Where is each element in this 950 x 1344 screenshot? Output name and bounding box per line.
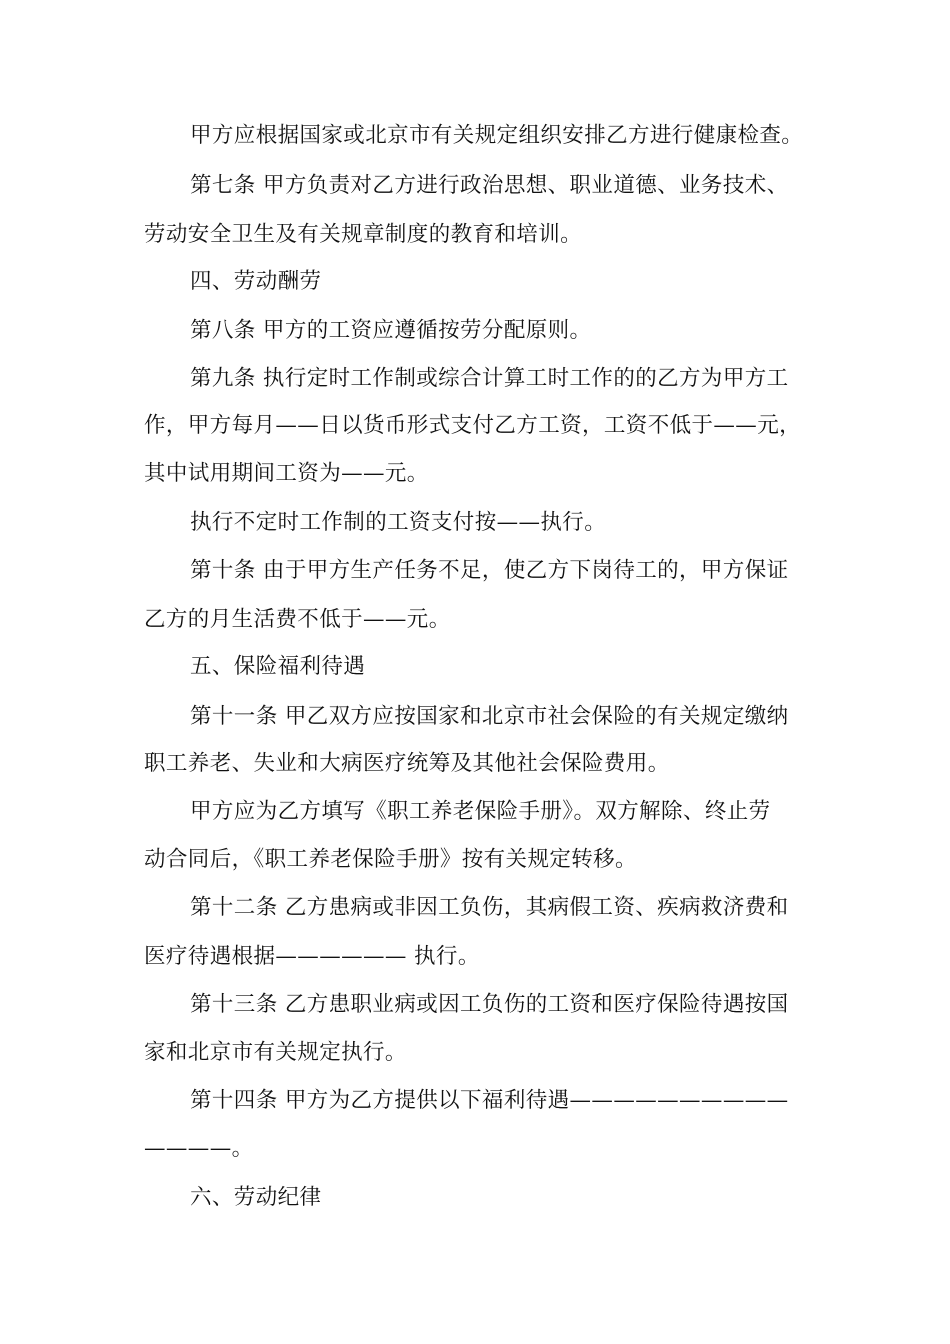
paragraph-line: 动合同后，《职工养老保险手册》按有关规定转移。 [144,847,637,872]
section-heading: 五、保险福利待遇 [190,654,366,679]
paragraph-line: 第八条 甲方的工资应遵循按劳分配原则。 [190,318,592,343]
paragraph-line: 劳动安全卫生及有关规章制度的教育和培训。 [144,222,583,247]
paragraph-line: ————。 [144,1136,254,1161]
paragraph-line: 执行不定时工作制的工资支付按——执行。 [190,510,607,535]
paragraph-line: 家和北京市有关规定执行。 [144,1040,407,1065]
paragraph-line: 乙方的月生活费不低于——元。 [144,607,451,632]
paragraph-line: 甲方应根据国家或北京市有关规定组织安排乙方进行健康检查。 [190,123,804,148]
paragraph-line: 第七条 甲方负责对乙方进行政治思想、职业道德、业务技术、 [190,173,789,198]
paragraph-line: 医疗待遇根据—————— 执行。 [144,944,480,969]
paragraph-line: 第九条 执行定时工作制或综合计算工时工作的的乙方为甲方工 [190,366,789,391]
paragraph-line: 甲方应为乙方填写《职工养老保险手册》。双方解除、终止劳 [190,799,771,824]
paragraph-line: 职工养老、失业和大病医疗统筹及其他社会保险费用。 [144,751,670,776]
section-heading: 四、劳动酬劳 [190,269,322,294]
paragraph-line: 第十三条 乙方患职业病或因工负伤的工资和医疗保险待遇按国 [190,992,789,1017]
paragraph-line: 其中试用期间工资为——元。 [144,461,429,486]
section-heading: 六、劳动纪律 [190,1185,322,1210]
paragraph-line: 第十条 由于甲方生产任务不足，使乙方下岗待工的，甲方保证 [190,558,789,583]
paragraph-line: 第十一条 甲乙双方应按国家和北京市社会保险的有关规定缴纳 [190,704,789,729]
paragraph-line: 第十四条 甲方为乙方提供以下福利待遇—————————— [190,1088,789,1113]
paragraph-line: 作，甲方每月——日以货币形式支付乙方工资，工资不低于——元， [144,413,802,438]
paragraph-line: 第十二条 乙方患病或非因工负伤，其病假工资、疾病救济费和 [190,895,789,920]
